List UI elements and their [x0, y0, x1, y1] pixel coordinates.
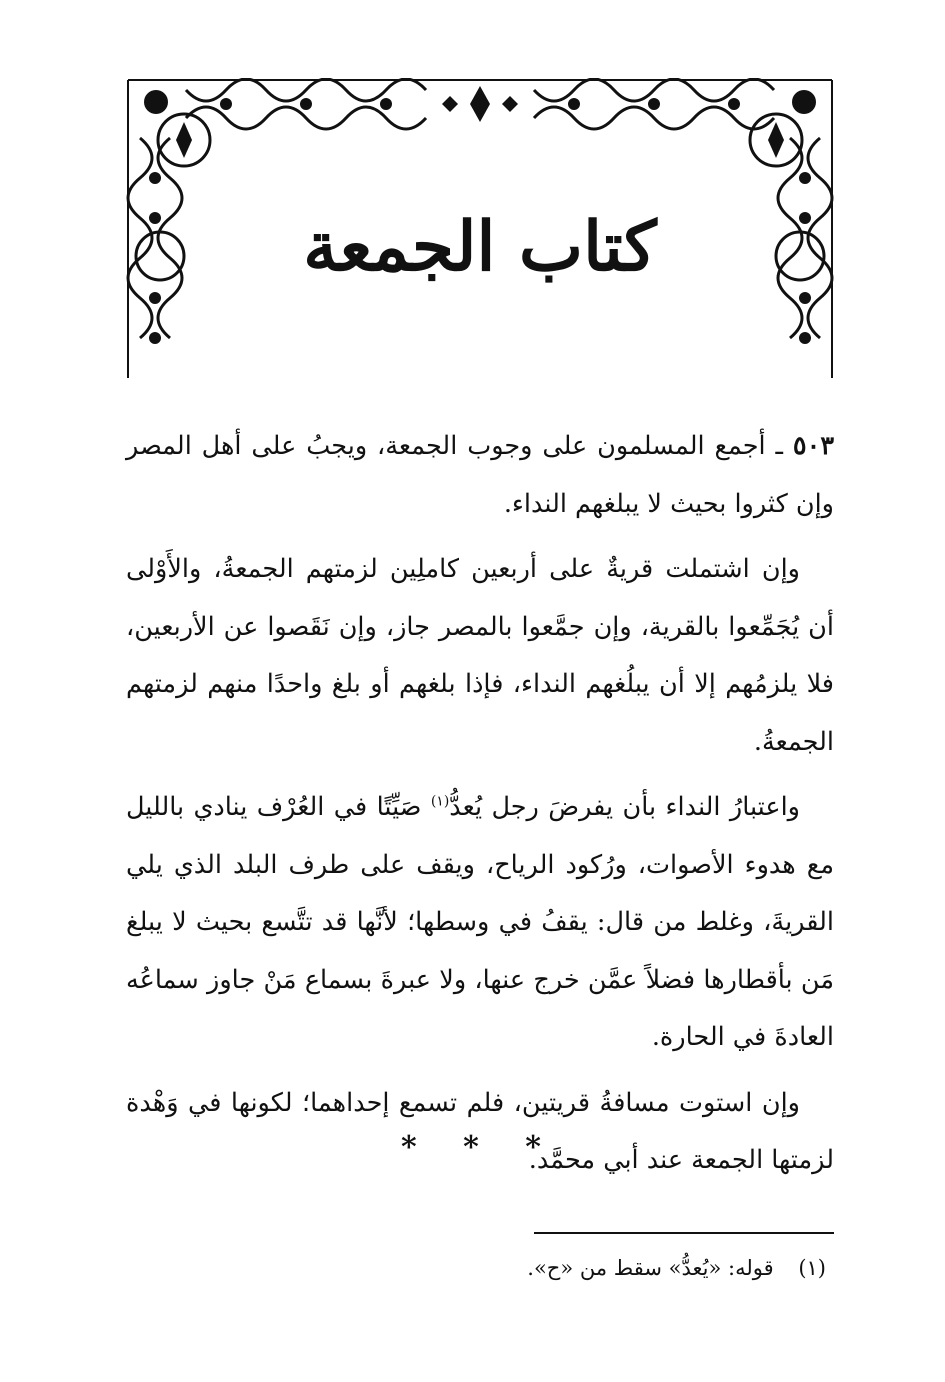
paragraph-503 [126, 418, 834, 533]
paragraph-text: وإن اشتملت قريةٌ على أربعين كاملِين لزمتهم الجمعةُ، والأَوْلى أن يُجَمِّعوا بالقرية، وإن جمَّعوا بالمصر جاز، وإن نَقَصوا عن الأربعين، فلا يلزمُهم إلا أن يبلُغهم النداء، فإذا بلغهم أو بلغ واحدًا منهم لزمتهم الجمعةُ. [126, 554, 834, 757]
footnote-text: قوله: «يُعدُّ» سقط من «ح». [527, 1256, 774, 1280]
footnote-divider [534, 1232, 834, 1234]
paragraph-text: ـ أجمع المسلمون على وجوب الجمعة، ويجبُ على أهل المصر وإن كثروا بحيث لا يبلغهم النداء. [126, 431, 834, 519]
section-separator: * * * [401, 1130, 559, 1165]
footnote-reference[interactable]: (١) [430, 793, 450, 810]
paragraph [126, 779, 834, 1067]
paragraph-text: واعتبارُ النداء بأن يفرضَ رجل يُعدُّ [449, 792, 800, 822]
paragraph-number: ٥٠٣ [792, 431, 835, 461]
chapter-title: كتاب الجمعة [303, 207, 657, 287]
footnote-number: (١) [798, 1256, 826, 1280]
paragraph-text: صَيِّتًا في العُرْف ينادي بالليل مع هدوء الأصوات، ورُكود الرياح، ويقف على طرف البلد الذي يلي القريةَ، وغلط من قال: يقفُ في وسطها؛ لأنَّها قد تتَّسع بحيث لا يبلغ مَن بأقطارها فضلاً عمَّن خرج عنها، ولا عبرةَ بسماع مَنْ جاوز سماعُه العادةَ في الحارة. [126, 792, 834, 1052]
main-text [126, 418, 834, 1198]
paragraph-text: وإن استوت مسافةُ قريتين، فلم تسمع إحداهما؛ لكونها في وَهْدة لزمتها الجمعة عند أبي محمَّد. [126, 1087, 834, 1175]
paragraph [126, 541, 834, 771]
footnote [126, 1252, 826, 1284]
